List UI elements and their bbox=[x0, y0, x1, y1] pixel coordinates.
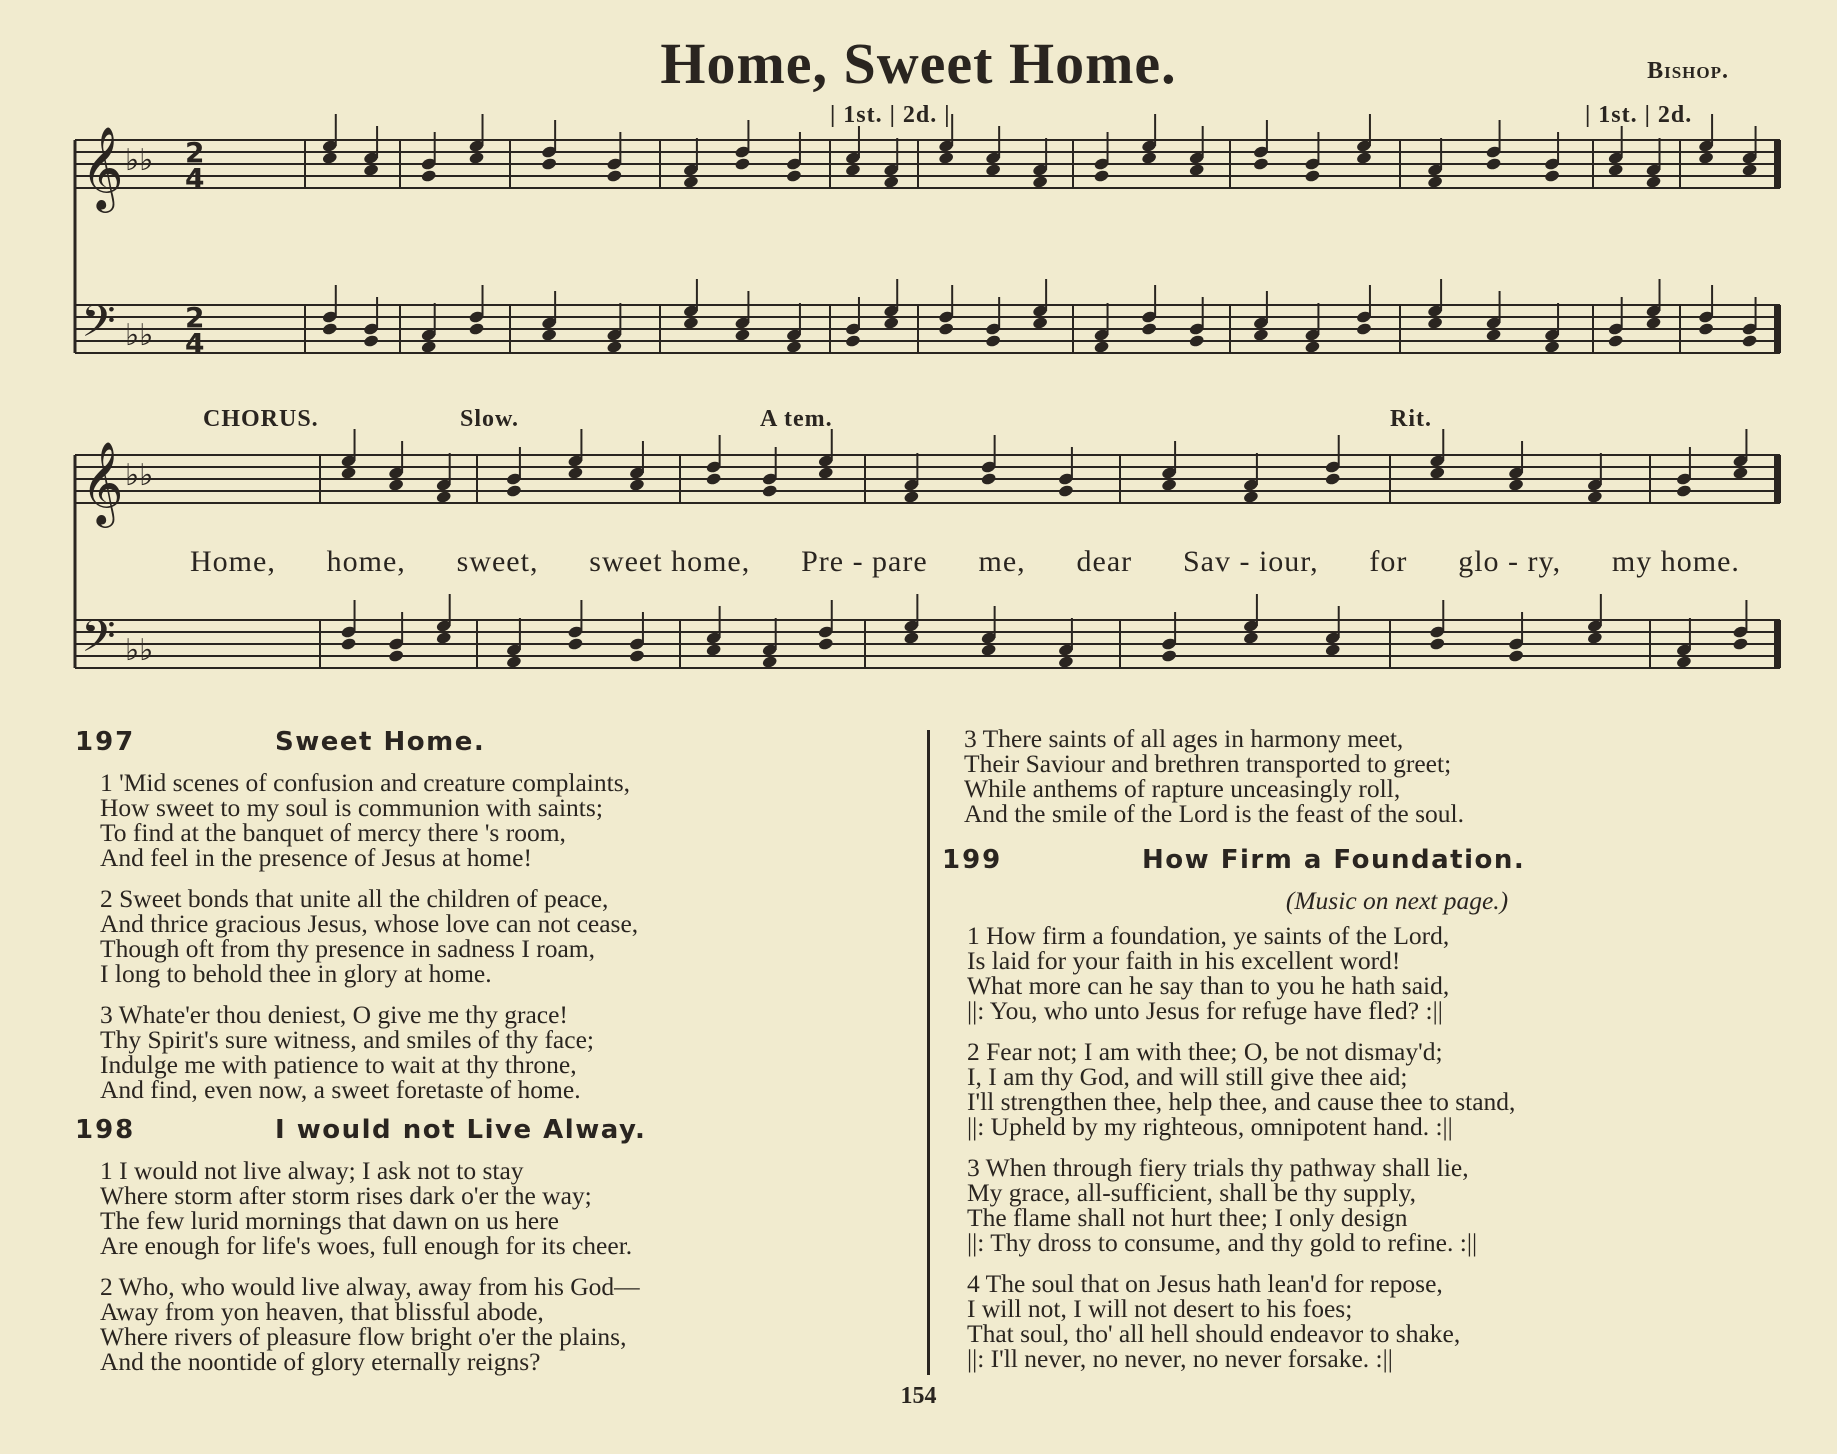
hymn-title: Sweet Home. bbox=[275, 727, 486, 757]
hymn-number: 197 bbox=[75, 727, 136, 757]
key-signature-icon: ♭♭ bbox=[125, 458, 154, 493]
verse-line: What more can he say than to you he hath said, bbox=[967, 971, 1450, 1000]
hymn-title: How Firm a Foundation. bbox=[1142, 845, 1526, 875]
staff bbox=[75, 440, 1780, 528]
verse-line: The few lurid mornings that dawn on us here bbox=[100, 1206, 559, 1235]
key-signature-icon: ♭♭ bbox=[125, 633, 154, 668]
treble-clef-icon: 𝄞 bbox=[81, 125, 124, 209]
time-signature: 4 bbox=[185, 327, 205, 360]
bass-clef-icon: 𝄢 bbox=[81, 610, 116, 673]
verse-line: Though oft from thy presence in sadness I roam, bbox=[100, 934, 595, 963]
verse-line: And thrice gracious Jesus, whose love can not cease, bbox=[100, 909, 639, 938]
stanza bbox=[967, 1039, 1812, 1139]
verse-line: ||: Thy dross to consume, and thy gold to refine. :|| bbox=[967, 1228, 1478, 1257]
final-barline bbox=[1774, 305, 1780, 353]
verse-line: ||: I'll never, no never, no never forsake. :|| bbox=[967, 1344, 1393, 1373]
rit-mark: Rit. bbox=[1390, 406, 1432, 432]
verse-line: Is laid for your faith in his excellent word! bbox=[967, 946, 1401, 975]
verse-line: And feel in the presence of Jesus at home! bbox=[100, 843, 532, 872]
note-chord bbox=[705, 435, 722, 486]
tempo-slow-mark: Slow. bbox=[460, 406, 520, 432]
bass-clef-icon: 𝄢 bbox=[81, 295, 116, 358]
note-chord bbox=[468, 285, 485, 336]
lyric-word: sweet, bbox=[456, 545, 539, 578]
verse-line: The flame shall not hurt thee; I only design bbox=[967, 1203, 1408, 1232]
note-chord bbox=[817, 600, 834, 651]
verse-line: 1 'Mid scenes of confusion and creature complaints, bbox=[100, 768, 631, 797]
song-title: Home, Sweet Home. bbox=[660, 31, 1177, 96]
stanza bbox=[100, 1158, 895, 1258]
note-chord bbox=[340, 600, 357, 651]
verse-line: ||: You, who unto Jesus for refuge have fled? :|| bbox=[967, 996, 1443, 1025]
verse-line: To find at the banquet of mercy there 's room, bbox=[100, 818, 566, 847]
stanza bbox=[964, 726, 1812, 826]
verse-line: 2 Fear not; I am with thee; O, be not dismay'd; bbox=[967, 1037, 1443, 1066]
ending-marks-1: | 1st. | 2d. | bbox=[830, 102, 951, 128]
chorus-lyrics bbox=[190, 545, 1740, 579]
time-signature: 2 bbox=[185, 136, 205, 169]
stanza bbox=[100, 1002, 895, 1102]
note-chord bbox=[1732, 600, 1749, 651]
lyric-word: for bbox=[1369, 545, 1408, 578]
note-chord bbox=[1485, 120, 1502, 171]
final-barline bbox=[1774, 455, 1780, 503]
verse-line: And the noontide of glory eternally reigns? bbox=[100, 1347, 541, 1376]
time-signature: 4 bbox=[185, 162, 205, 195]
key-signature-icon: ♭♭ bbox=[125, 318, 154, 353]
lyric-word: dear bbox=[1076, 545, 1133, 578]
verse-line: I will not, I will not desert to his foes; bbox=[967, 1294, 1353, 1323]
note-chord bbox=[734, 120, 751, 171]
hymn-header bbox=[75, 1115, 895, 1158]
stanza bbox=[967, 1155, 1812, 1255]
note-chord bbox=[1698, 285, 1715, 336]
final-barline bbox=[1774, 620, 1780, 668]
stanza bbox=[100, 886, 895, 986]
stanza bbox=[967, 923, 1812, 1023]
verse-line: And find, even now, a sweet foretaste of home. bbox=[100, 1075, 581, 1104]
verse-line: I'll strengthen thee, help thee, and cause thee to stand, bbox=[967, 1087, 1516, 1116]
left-column bbox=[75, 726, 895, 1390]
verse-line: I long to behold thee in glory at home. bbox=[100, 959, 492, 988]
verse-line: That soul, tho' all hell should endeavor to shake, bbox=[967, 1319, 1461, 1348]
note-chord bbox=[980, 435, 997, 486]
verse-line: Are enough for life's woes, full enough for its cheer. bbox=[100, 1231, 633, 1260]
verse-line: 3 Whate'er thou deniest, O give me thy grace! bbox=[100, 1000, 568, 1029]
hymn-title: I would not Live Alway. bbox=[275, 1115, 647, 1145]
column-divider bbox=[927, 730, 930, 1375]
verse-line: 2 Sweet bonds that unite all the children of peace, bbox=[100, 884, 609, 913]
note-chord bbox=[567, 600, 584, 651]
hymn-header bbox=[942, 845, 1812, 888]
music-note: (Music on next page.) bbox=[1285, 886, 1509, 915]
verse-line: 3 There saints of all ages in harmony meet, bbox=[964, 724, 1404, 753]
final-barline bbox=[1774, 140, 1780, 188]
verse-line: 3 When through fiery trials thy pathway shall lie, bbox=[967, 1153, 1469, 1182]
note-chord bbox=[1253, 120, 1270, 171]
verse-line: 2 Who, who would live alway, away from his God— bbox=[100, 1272, 640, 1301]
lyric-word: Home, bbox=[190, 545, 276, 578]
verse-line: While anthems of rapture unceasingly roll, bbox=[964, 774, 1401, 803]
tempo-atem-mark: A tem. bbox=[760, 406, 833, 432]
verse-line: And the smile of the Lord is the feast of the soul. bbox=[964, 799, 1464, 828]
verse-line: 1 How firm a foundation, ye saints of the Lord, bbox=[967, 921, 1450, 950]
stanza bbox=[100, 770, 895, 870]
stanza bbox=[967, 1271, 1812, 1371]
note-chord bbox=[1141, 285, 1158, 336]
treble-clef-icon: 𝄞 bbox=[81, 440, 124, 524]
verse-line: 4 The soul that on Jesus hath lean'd for repose, bbox=[967, 1269, 1443, 1298]
lyric-word: me, bbox=[978, 545, 1026, 578]
lyric-word: my home. bbox=[1611, 545, 1740, 578]
time-signature: 2 bbox=[185, 301, 205, 334]
lyric-word: Sav - iour, bbox=[1182, 545, 1319, 578]
note-chord bbox=[541, 120, 558, 171]
verse-line: ||: Upheld by my righteous, omnipotent hand. :|| bbox=[967, 1112, 1453, 1141]
hymn-number: 199 bbox=[942, 845, 1003, 875]
note-chord bbox=[321, 285, 338, 336]
note-chord bbox=[1356, 285, 1373, 336]
verse-line: How sweet to my soul is communion with saints; bbox=[100, 793, 603, 822]
chorus-mark: CHORUS. bbox=[203, 406, 319, 432]
stanza bbox=[100, 1274, 895, 1374]
verse-line: Indulge me with patience to wait at thy throne, bbox=[100, 1050, 577, 1079]
hymn-header bbox=[75, 727, 895, 770]
note-chord bbox=[1324, 435, 1341, 486]
lyric-word: sweet home, bbox=[589, 545, 751, 578]
composer-credit: Bishop. bbox=[1647, 58, 1729, 84]
note-chord bbox=[1429, 600, 1446, 651]
note-chord bbox=[938, 285, 955, 336]
hymn-number: 198 bbox=[75, 1115, 136, 1145]
lyric-word: home, bbox=[326, 545, 406, 578]
verse-line: Their Saviour and brethren transported to greet; bbox=[964, 749, 1452, 778]
staff bbox=[75, 125, 1780, 213]
lyric-word: Pre - pare bbox=[801, 545, 928, 578]
key-signature-icon: ♭♭ bbox=[125, 143, 154, 178]
staff bbox=[75, 610, 1780, 673]
verse-line: Thy Spirit's sure witness, and smiles of thy face; bbox=[100, 1025, 594, 1054]
ending-marks-2: | 1st. | 2d. bbox=[1585, 102, 1693, 128]
verse-line: 1 I would not live alway; I ask not to stay bbox=[100, 1156, 524, 1185]
lyric-word: glo - ry, bbox=[1458, 545, 1562, 578]
right-column bbox=[942, 726, 1812, 1387]
verse-line: Where rivers of pleasure flow bright o'er the plains, bbox=[100, 1322, 627, 1351]
verse-line: Where storm after storm rises dark o'er the way; bbox=[100, 1181, 592, 1210]
verse-line: I, I am thy God, and will still give thee aid; bbox=[967, 1062, 1408, 1091]
page-number: 154 bbox=[900, 1383, 937, 1409]
verse-line: Away from yon heaven, that blissful abode, bbox=[100, 1297, 544, 1326]
verse-line: My grace, all-sufficient, shall be thy supply, bbox=[967, 1178, 1416, 1207]
